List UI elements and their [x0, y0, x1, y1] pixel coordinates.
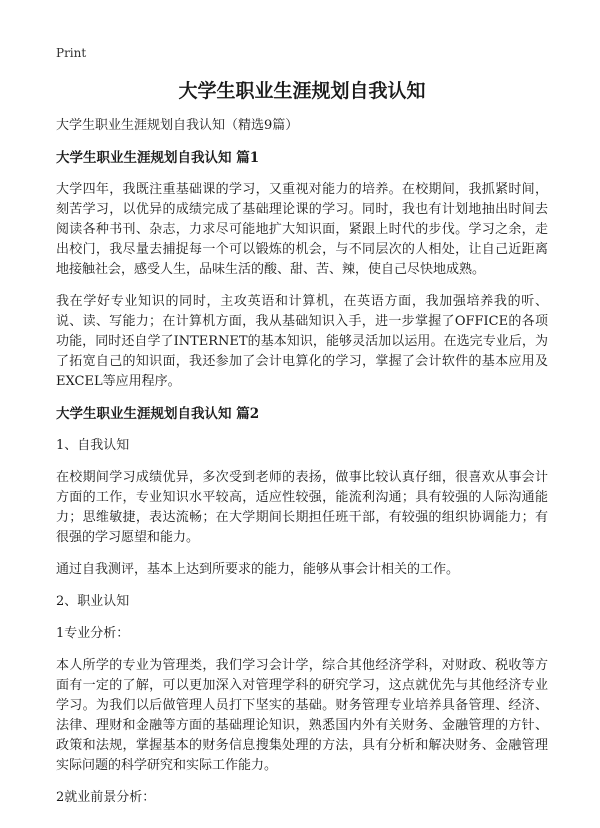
- subheading-self-awareness: 1、自我认知: [56, 438, 130, 453]
- document-body: [56, 78, 548, 820]
- document-subtitle: 大学生职业生涯规划自我认知（精选9篇）: [56, 118, 299, 133]
- section-heading: 大学生职业生涯规划自我认知 篇1: [56, 150, 260, 166]
- subheading-career-awareness: 2、职业认知: [56, 594, 130, 609]
- paragraph: 通过自我测评，基本上达到所要求的能力，能够从事会计相关的工作。: [56, 562, 460, 577]
- section-1: [56, 148, 548, 392]
- document-title: 大学生职业生涯规划自我认知: [178, 80, 426, 102]
- paragraph: 我在学好专业知识的同时，主攻英语和计算机，在英语方面，我加强培养我的听、说、读、写能力；在计算机方面，我从基础知识入手，进一步掌握了OFFICE的各项功能，同时还自学了INTERNET的基本知识，能够灵活加以运用。在选完专业后，为了拓宽自己的知识面，我还参加了会计电算化的学习，掌握了会计软件的基本应用及EXCEL等应用程序。: [56, 294, 548, 389]
- paragraph: 大学四年，我既注重基础课的学习，又重视对能力的培养。在校期间，我抓紧时间，刻苦学习，以优异的成绩完成了基础理论课的学习。同时，我也有计划地抽出时间去阅读各种书刊、杂志，力求尽可能地扩大知识面，紧跟上时代的步伐。学习之余，走出校门，我尽量去捕捉每一个可以锻炼的机会，与不同层次的人相处，让自己近距离地接触社会，感受人生，品味生活的酸、甜、苦、辣，使自己尽快地成熟。: [56, 182, 548, 277]
- subheading-employment-outlook: 2就业前景分析：: [56, 790, 156, 805]
- section-2: [56, 404, 548, 808]
- subheading-major-analysis: 1专业分析：: [56, 626, 130, 641]
- paragraph: 在校期间学习成绩优异，多次受到老师的表扬，做事比较认真仔细，很喜欢从事会计方面的工作，专业知识水平较高，适应性较强，能流利沟通；具有较强的人际沟通能力；思维敏捷，表达流畅；在大学期间长期担任班干部，有较强的组织协调能力；有很强的学习愿望和能力。: [56, 470, 548, 545]
- print-label: Print: [56, 46, 87, 60]
- section-heading: 大学生职业生涯规划自我认知 篇2: [56, 406, 260, 422]
- paragraph: 本人所学的专业为管理类，我们学习会计学，综合其他经济学科，对财政、税收等方面有一定的了解，可以更加深入对管理学科的研究学习，这点就优先与其他经济专业学习。为我们以后做管理人员打下坚实的基础。财务管理专业培养具备管理、经济、法律、理财和金融等方面的基础理论知识，熟悉国内外有关财务、金融管理的方针、政策和法规，掌握基本的财务信息搜集处理的方法，具有分析和解决财务、金融管理实际问题的科学研究和实际工作能力。: [56, 658, 548, 773]
